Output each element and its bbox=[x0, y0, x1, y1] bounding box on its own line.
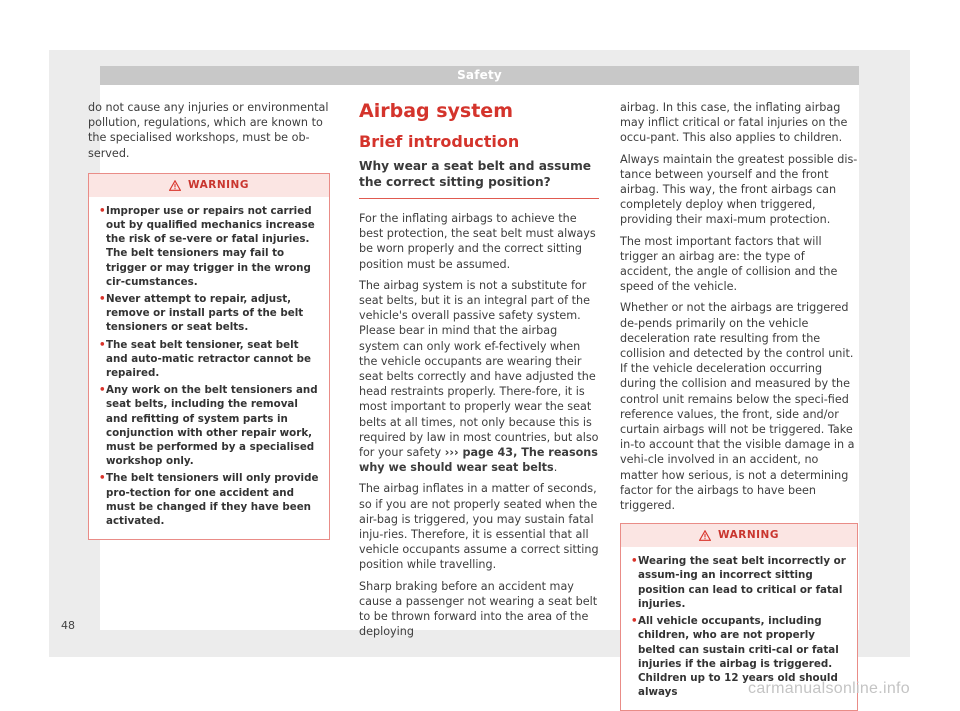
warning-header bbox=[89, 174, 329, 197]
intro-paragraph: do not cause any injuries or environmental pollution, regulations, which are known to the specialised workshops, must be ob-served. bbox=[88, 101, 329, 160]
column-middle bbox=[359, 100, 599, 645]
warning-triangle-icon bbox=[169, 180, 181, 191]
paragraph: The airbag inflates in a matter of seconds, so if you are not properly seated when the air-bag is triggered, you may sustain fatal inju-ries. Therefore, it is essential that all vehicle occupants assume a correct sitting position while travelling. bbox=[359, 482, 599, 572]
section-title: Airbag system bbox=[359, 100, 513, 122]
paragraph: For the inflating airbags to achieve the best protection, the seat belt must always be worn properly and the correct sitting position must be assumed. bbox=[359, 212, 596, 271]
warning-label: WARNING bbox=[188, 178, 249, 191]
warning-box bbox=[88, 173, 330, 540]
watermark: carmanualsonline.info bbox=[748, 680, 910, 697]
column-left bbox=[88, 100, 330, 540]
warning-label: WARNING bbox=[718, 529, 779, 542]
page-number: 48 bbox=[61, 619, 75, 632]
warning-item: • The seat belt tensioner, seat belt and auto-matic retractor cannot be repaired. bbox=[99, 338, 312, 380]
warning-item: • All vehicle occupants, including children, who are not properly belted can sustain criti-cal or fatal injuries if the airbag is triggered. Children up to 12 years old should always bbox=[631, 615, 839, 699]
warning-item: • The belt tensioners will only provide pro-tection for one accident and must be changed if they have been activated. bbox=[99, 472, 319, 528]
section-header: Safety bbox=[100, 66, 859, 85]
warning-item: • Never attempt to repair, adjust, remove or install parts of the belt tensioners or seat belts. bbox=[99, 293, 304, 334]
paragraph: Whether or not the airbags are triggered de-pends primarily on the vehicle deceleration rate resulting from the collision and detected by the control unit. If the vehicle deceleration occurring during the collision and measured by the control unit remains below the speci-fied reference values, the front, side and/or curtain airbags will not be triggered. Take in-to account that the visible damage in a vehi-cle involved in an accident, no matter how serious, is not a determining factor for the airbags to have been triggered. bbox=[620, 301, 855, 513]
warning-item: • Any work on the belt tensioners and seat belts, including the removal and refitting of system parts in conjunction with other repair work, must be performed by a specialised workshop only. bbox=[99, 384, 318, 468]
question-heading: Why wear a seat belt and assume the correct sitting position? bbox=[359, 158, 599, 199]
warning-item: • Improper use or repairs not carried out by qualified mechanics increase the risk of se-vere or fatal injuries. The belt tensioners may fail to trigger or may trigger in the wrong cir-cumstances. bbox=[99, 204, 315, 288]
paragraph: airbag. In this case, the inflating airbag may inflict critical or fatal injuries on the occu-pant. This also applies to children. bbox=[620, 101, 848, 145]
paragraph: Always maintain the greatest possible dis-tance between yourself and the front airbag. This way, the front airbags can completely deploy when triggered, providing their maxi-mum protection. bbox=[620, 152, 858, 227]
column-right bbox=[620, 100, 858, 711]
paragraph: Sharp braking before an accident may cause a passenger not wearing a seat belt to be thrown forward into the area of the deploying bbox=[359, 579, 598, 639]
section-subtitle: Brief introduction bbox=[359, 132, 520, 151]
warning-item: • Wearing the seat belt incorrectly or assum-ing an incorrect sitting position can lead to critical or fatal injuries. bbox=[631, 555, 846, 610]
paragraph: The most important factors that will trigger an airbag are: the type of accident, the angle of collision and the speed of the vehicle. bbox=[620, 234, 838, 294]
paragraph: The airbag system is not a substitute for seat belts, but it is an integral part of the vehicle's overall passive safety system. Please bear in mind that the airbag system can only work ef-fectively when the vehicle occupants are wearing their seat belts correctly and have adjusted the head restraints properly. There-fore, it is most important to properly wear the seat belts at all times, not only because this is required by law in most countries, but also for your safety ››› page 43, The reasons why we should wear seat belts. bbox=[359, 278, 599, 475]
warning-header bbox=[621, 524, 857, 547]
page-reference-link[interactable]: ››› page 43, The reasons why we should wear seat belts bbox=[359, 446, 598, 475]
warning-triangle-icon bbox=[699, 530, 711, 541]
